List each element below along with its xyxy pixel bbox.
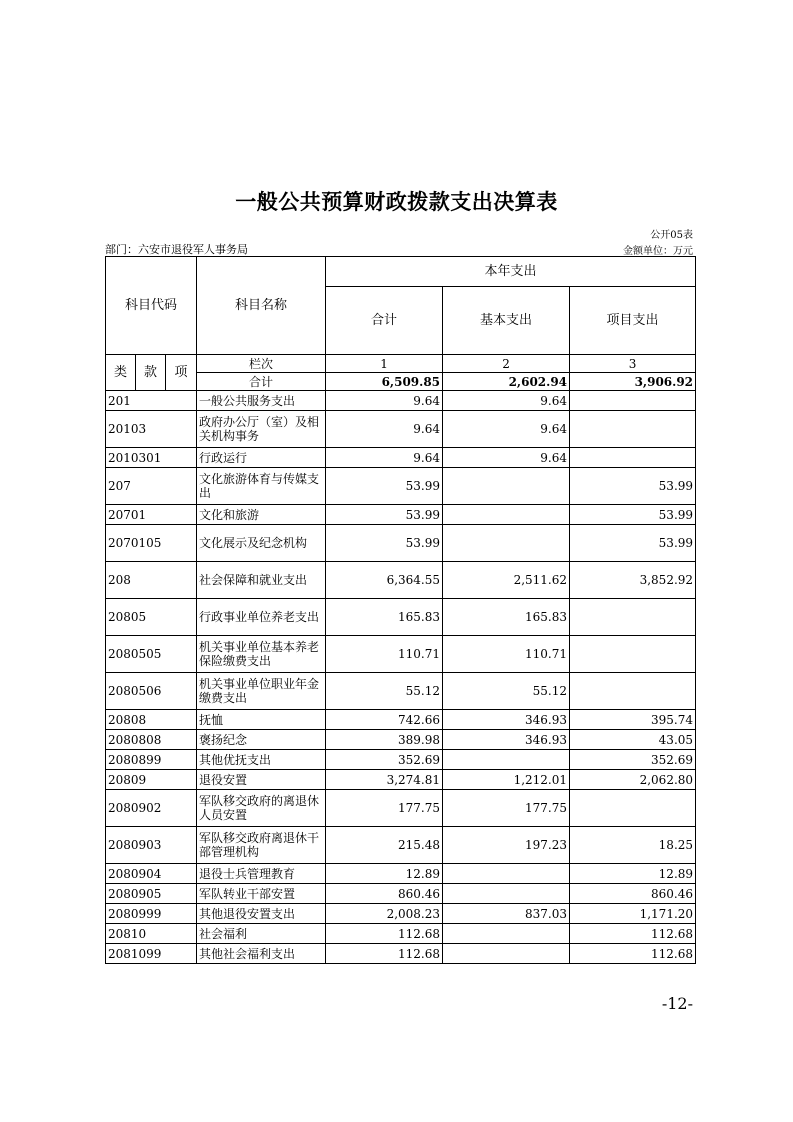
basic-amount: 9.64 xyxy=(443,448,570,468)
basic-amount: 346.93 xyxy=(443,710,570,730)
subject-name: 社会保障和就业支出 xyxy=(197,562,326,599)
table-row xyxy=(106,448,696,468)
total-amount: 215.48 xyxy=(326,827,443,864)
basic-header: 基本支出 xyxy=(443,287,570,355)
total-amount: 742.66 xyxy=(326,710,443,730)
subject-code: 2080808 xyxy=(106,730,197,750)
section-header: 款 xyxy=(136,355,166,391)
project-amount: 1,171.20 xyxy=(570,904,696,924)
subject-name: 退役安置 xyxy=(197,770,326,790)
table-row xyxy=(106,864,696,884)
project-amount: 352.69 xyxy=(570,750,696,770)
subject-code: 2070105 xyxy=(106,525,197,562)
sum-project: 3,906.92 xyxy=(570,373,696,391)
total-amount: 55.12 xyxy=(326,673,443,710)
subject-name: 抚恤 xyxy=(197,710,326,730)
budget-expenditure-table xyxy=(105,256,696,964)
subject-code: 2010301 xyxy=(106,448,197,468)
column-index-row xyxy=(106,355,696,373)
total-amount: 6,364.55 xyxy=(326,562,443,599)
subject-name: 文化展示及纪念机构 xyxy=(197,525,326,562)
amount-unit-label: 金额单位：万元 xyxy=(623,246,693,257)
total-amount: 860.46 xyxy=(326,884,443,904)
project-amount: 43.05 xyxy=(570,730,696,750)
table-row xyxy=(106,391,696,411)
project-amount: 12.89 xyxy=(570,864,696,884)
table-row xyxy=(106,468,696,505)
project-amount xyxy=(570,448,696,468)
year-spending-header: 本年支出 xyxy=(326,257,696,287)
project-amount xyxy=(570,599,696,636)
total-amount: 112.68 xyxy=(326,944,443,964)
total-amount: 352.69 xyxy=(326,750,443,770)
basic-amount: 837.03 xyxy=(443,904,570,924)
subject-code: 208 xyxy=(106,562,197,599)
code-header: 科目代码 xyxy=(106,257,197,355)
subject-name: 政府办公厅（室）及相关机构事务 xyxy=(197,411,326,448)
total-amount: 165.83 xyxy=(326,599,443,636)
project-amount: 860.46 xyxy=(570,884,696,904)
basic-amount xyxy=(443,944,570,964)
total-amount: 389.98 xyxy=(326,730,443,750)
project-amount xyxy=(570,391,696,411)
basic-amount: 9.64 xyxy=(443,391,570,411)
subject-name: 行政事业单位养老支出 xyxy=(197,599,326,636)
project-amount: 112.68 xyxy=(570,944,696,964)
total-amount: 9.64 xyxy=(326,411,443,448)
subject-code: 2080506 xyxy=(106,673,197,710)
name-header: 科目名称 xyxy=(197,257,326,355)
table-row xyxy=(106,673,696,710)
basic-amount xyxy=(443,468,570,505)
subject-code: 2080905 xyxy=(106,884,197,904)
total-amount: 12.89 xyxy=(326,864,443,884)
basic-amount: 346.93 xyxy=(443,730,570,750)
total-amount: 53.99 xyxy=(326,505,443,525)
subject-name: 军队移交政府的离退休人员安置 xyxy=(197,790,326,827)
subject-code: 20103 xyxy=(106,411,197,448)
project-amount: 18.25 xyxy=(570,827,696,864)
subject-name: 褒扬纪念 xyxy=(197,730,326,750)
basic-amount: 2,511.62 xyxy=(443,562,570,599)
subject-code: 207 xyxy=(106,468,197,505)
subject-name: 其他退役安置支出 xyxy=(197,904,326,924)
table-row xyxy=(106,636,696,673)
table-row xyxy=(106,750,696,770)
project-amount: 112.68 xyxy=(570,924,696,944)
column-index-3: 3 xyxy=(570,355,696,373)
subject-code: 2080904 xyxy=(106,864,197,884)
subject-name: 退役士兵管理教育 xyxy=(197,864,326,884)
basic-amount xyxy=(443,750,570,770)
subject-code: 20701 xyxy=(106,505,197,525)
table-row xyxy=(106,904,696,924)
project-amount: 2,062.80 xyxy=(570,770,696,790)
basic-amount xyxy=(443,864,570,884)
total-amount: 112.68 xyxy=(326,924,443,944)
basic-amount: 110.71 xyxy=(443,636,570,673)
project-amount: 53.99 xyxy=(570,505,696,525)
subject-code: 20805 xyxy=(106,599,197,636)
basic-amount: 177.75 xyxy=(443,790,570,827)
total-amount: 177.75 xyxy=(326,790,443,827)
total-header: 合计 xyxy=(326,287,443,355)
basic-amount xyxy=(443,884,570,904)
page-number: -12- xyxy=(661,994,693,1013)
subject-code: 20808 xyxy=(106,710,197,730)
subject-name: 军队移交政府离退休干部管理机构 xyxy=(197,827,326,864)
basic-amount: 165.83 xyxy=(443,599,570,636)
total-amount: 3,274.81 xyxy=(326,770,443,790)
column-index-2: 2 xyxy=(443,355,570,373)
basic-amount: 1,212.01 xyxy=(443,770,570,790)
subject-name: 机关事业单位职业年金缴费支出 xyxy=(197,673,326,710)
table-row xyxy=(106,599,696,636)
project-amount: 3,852.92 xyxy=(570,562,696,599)
subject-code: 2080903 xyxy=(106,827,197,864)
table-row xyxy=(106,730,696,750)
project-amount: 53.99 xyxy=(570,468,696,505)
form-number: 公开05表 xyxy=(650,230,693,241)
project-amount xyxy=(570,673,696,710)
table-row xyxy=(106,924,696,944)
project-amount xyxy=(570,636,696,673)
project-amount: 53.99 xyxy=(570,525,696,562)
subject-name: 文化旅游体育与传媒支出 xyxy=(197,468,326,505)
subject-code: 2080899 xyxy=(106,750,197,770)
table-row xyxy=(106,562,696,599)
subject-name: 其他社会福利支出 xyxy=(197,944,326,964)
subject-code: 2080505 xyxy=(106,636,197,673)
basic-amount: 9.64 xyxy=(443,411,570,448)
project-header: 项目支出 xyxy=(570,287,696,355)
project-amount xyxy=(570,790,696,827)
table-row xyxy=(106,770,696,790)
subject-name: 社会福利 xyxy=(197,924,326,944)
subject-name: 其他优抚支出 xyxy=(197,750,326,770)
subject-code: 2080902 xyxy=(106,790,197,827)
subject-name: 行政运行 xyxy=(197,448,326,468)
subject-code: 201 xyxy=(106,391,197,411)
basic-amount: 197.23 xyxy=(443,827,570,864)
subject-name: 文化和旅游 xyxy=(197,505,326,525)
sum-basic: 2,602.94 xyxy=(443,373,570,391)
total-amount: 2,008.23 xyxy=(326,904,443,924)
subject-name: 机关事业单位基本养老保险缴费支出 xyxy=(197,636,326,673)
basic-amount xyxy=(443,924,570,944)
subject-code: 2081099 xyxy=(106,944,197,964)
total-amount: 53.99 xyxy=(326,468,443,505)
subject-name: 军队转业干部安置 xyxy=(197,884,326,904)
total-amount: 9.64 xyxy=(326,391,443,411)
sum-label: 合计 xyxy=(197,373,326,391)
table-row xyxy=(106,525,696,562)
header-row-1 xyxy=(106,257,696,287)
category-header: 类 xyxy=(106,355,136,391)
department-label: 部门：六安市退役军人事务局 xyxy=(105,243,248,256)
basic-amount xyxy=(443,505,570,525)
total-amount: 110.71 xyxy=(326,636,443,673)
table-row xyxy=(106,505,696,525)
table-row xyxy=(106,827,696,864)
table-row xyxy=(106,884,696,904)
subject-code: 20809 xyxy=(106,770,197,790)
table-row xyxy=(106,710,696,730)
total-amount: 9.64 xyxy=(326,448,443,468)
column-index-label: 栏次 xyxy=(197,355,326,373)
table-row xyxy=(106,790,696,827)
sum-total: 6,509.85 xyxy=(326,373,443,391)
basic-amount xyxy=(443,525,570,562)
column-index-1: 1 xyxy=(326,355,443,373)
subject-code: 20810 xyxy=(106,924,197,944)
page-title: 一般公共预算财政拨款支出决算表 xyxy=(235,190,558,214)
basic-amount: 55.12 xyxy=(443,673,570,710)
project-amount xyxy=(570,411,696,448)
table-row xyxy=(106,944,696,964)
subject-name: 一般公共服务支出 xyxy=(197,391,326,411)
item-header: 项 xyxy=(166,355,197,391)
total-amount: 53.99 xyxy=(326,525,443,562)
subject-code: 2080999 xyxy=(106,904,197,924)
table-row xyxy=(106,411,696,448)
project-amount: 395.74 xyxy=(570,710,696,730)
